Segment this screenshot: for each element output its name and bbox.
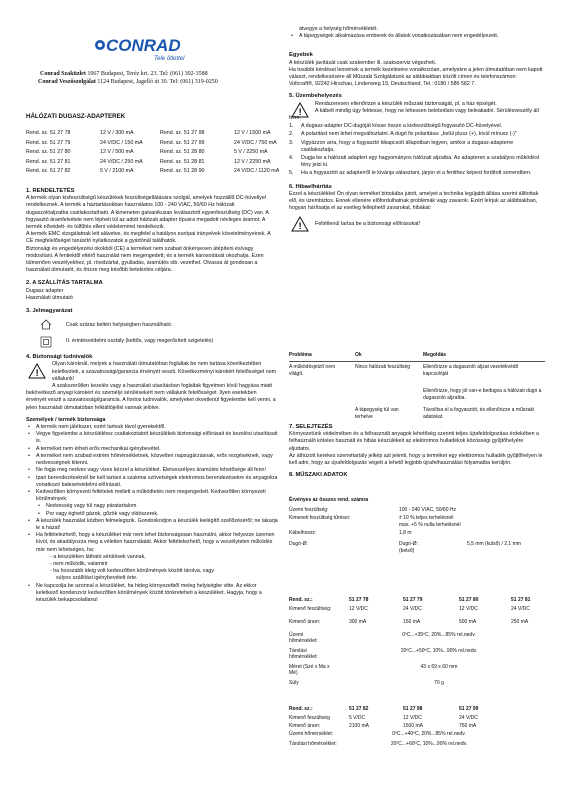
s3-legend-2: II. érintésvédelmi osztály (kettős, vagy megerősített szigetelés) xyxy=(66,338,214,345)
spec-label: Kábelhossz: xyxy=(289,529,317,536)
th-cause: Ok xyxy=(355,352,362,358)
safety-subbullet: • Por vagy éghető gázok, gőzök vagy oldószerek. xyxy=(26,511,278,518)
spec-value: 100 - 240 V/AC, 50/60 Hz xyxy=(399,507,456,513)
spec-row xyxy=(289,522,545,530)
logo-tagline: Tele ötlettel xyxy=(154,56,185,62)
s5-warn: Rendszeresen ellenőrizze a készülék műszaki biztonságát, pl. a ház épségét. xyxy=(315,100,497,107)
double-insulation-icon xyxy=(40,336,52,348)
logo-brand: CONRAD xyxy=(106,36,181,55)
model-rating: 24 V/DC / 750 mA xyxy=(234,139,277,146)
spec-value: 5,5 mm (külső) / 2,1 mm xyxy=(467,540,521,547)
spec-table-row xyxy=(289,731,545,741)
spec-value: 0ºC...+35ºC, 20%...85% rel.nedv. xyxy=(402,632,476,638)
th-problem: Probléma xyxy=(289,352,312,358)
safety-dash-item: - nem működik, valamint xyxy=(50,560,108,567)
model-number: Rend. sz. 51 27 82 xyxy=(26,168,71,174)
spec-value: 300 mA xyxy=(349,619,367,625)
spec-value: 250 mA xyxy=(511,619,529,625)
address-block: Conrad Szaküzlet 1067 Budapest, Teréz krt. 23. Tel: (061) 302-3588 Conrad Veszőszolgálat 1124 Budapest, Jagelló út 30. Tel: (061) 319-0250 xyxy=(38,71,218,85)
s7-text2: Az áthúzott kerekes szemétartály jelkép azt jelenti, hogy a terméket egy elektromos hulladék gyűjtőhelyen le kell adni, hogy az újrafeldolgozás végett a lehető legjobb újrafelhasználási folyamatba kerüljön. xyxy=(289,452,543,467)
model-rating: 24 V/DC / 1120 mA xyxy=(234,168,280,174)
step-text: A dugasz-adapter DC-dugóját kösse össze a kisfeszültségű fogyasztó DC-hüvelyével. xyxy=(301,123,503,130)
trouble-row xyxy=(289,364,545,386)
trouble-row xyxy=(289,407,545,425)
model-number: Rend. sz. 51 28 80 xyxy=(160,149,205,155)
document-title: HÁLÓZATI DUGASZ-ADAPTEREK xyxy=(26,113,126,120)
spec-row xyxy=(289,548,545,556)
spec-label: Tárolási hőmérséklet: xyxy=(289,648,318,661)
spec-label: Kimeneti feszültség tűrései: xyxy=(289,514,351,521)
step-number: 4. xyxy=(289,155,294,162)
model-number: Rend. sz. 51 28 81 xyxy=(160,158,205,165)
s3-legend-1: Csak száraz beltéri helyiségben használható. xyxy=(66,322,173,329)
spec-value: 500 mA xyxy=(459,619,477,625)
section-5-title: 5. Üzembehelyezés xyxy=(289,93,342,100)
safety-bullet: • Vegye figyelembe a készülékhez csatlakoztatott készülékek biztonsági előírásait és kezelési utasításait is. xyxy=(26,431,278,445)
spec-value: 24 V/DC xyxy=(459,715,478,721)
spec-value: 0ºC...+40ºC, 20%...85% rel.nedv. xyxy=(392,731,466,737)
spec-head-cell: 51 27 98 xyxy=(403,706,423,712)
trouble-problem: A működésjelző nem világít. xyxy=(289,364,336,377)
safety-bullet: • A terméket nem szabad extrém hőmérsékletnek, közvetlen napsugárzásnak, erős rezgéseknek, vagy nedvességnek kitenni. xyxy=(26,453,278,467)
spec-value: 12 V/DC xyxy=(403,715,422,721)
spec-head-cell: 51 27 99 xyxy=(459,706,479,712)
spec-label: Tárolási hőmérséklet: xyxy=(289,741,337,747)
model-number: Rend. sz. 51 27 98 xyxy=(160,130,205,136)
spec-label: Üzemi feszültség: xyxy=(289,507,329,513)
safety-bullet: • A készülék használat közben felmelegszik. Gondoskodjon a készülék kielégítő szellőzéséről; ne takarja le a házat! xyxy=(26,518,278,532)
s6-text: Ezzel a készülékkel Ön olyan terméket birtokába jutott, amelyet a technika legújabb állása szerint állítottak elő, és üzembiztos. Ennek ellenére előfordulhatnak problémák vagy zavarok. Ezért leírjuk az alábbiakban, hogyan hárítsatja el az esetleg felléphető zavarokat, hibákat: xyxy=(289,190,539,212)
s2-item: Használati útmutató xyxy=(26,294,73,301)
spec-value: 750 mA xyxy=(459,723,477,729)
spec-head-cell: 51 27 79 xyxy=(403,597,423,603)
step-text: Ha a fogyasztót az adapterről le kívánja választani, járjon el a fentihez képest fordított sorrendben. xyxy=(301,170,532,177)
spec-head-cell: 51 27 82 xyxy=(349,706,369,712)
spec-row xyxy=(289,507,545,515)
spec-head-cell: 51 27 78 xyxy=(349,597,369,603)
model-rating: 24 V/DC / 150 mA xyxy=(100,139,143,146)
model-number: Rend. sz. 51 27 79 xyxy=(26,139,71,146)
spec-value: 20ºC...+50ºC, 10%...90% rel.nedv. xyxy=(400,648,478,654)
spec-value: 24 V/DC xyxy=(403,606,422,612)
s7-text: Környezetünk védelmében és a felhasznált anyagok lehetőség szerinti teljes újrafeldolgozása érdekében a felhasználó köteles használt és hibás készülékeit az elektromos hulladékok közösségi gyűjtőhelyére eljuttatni. xyxy=(289,431,539,452)
model-rating: 5 V / 2100 mA xyxy=(100,168,134,174)
spec-label: Üzemi hőmérséklet: xyxy=(289,731,334,737)
step-item xyxy=(289,140,545,154)
spec-value: max. +5 % nulla terhelésnél xyxy=(399,522,461,529)
r-continued: átvegye a helység hőmérsékletét. xyxy=(299,26,378,32)
spec-table-head xyxy=(289,706,545,715)
right-column-lower xyxy=(289,424,545,479)
spec-value: 43 x 69 x 60 mm xyxy=(420,664,458,670)
spec-value: (belső) xyxy=(399,548,415,555)
svg-text:!: ! xyxy=(298,106,302,117)
s6-note: Feltétlenül tartsa be a biztonsági előírásokat! xyxy=(315,221,421,228)
spec-value: ± 10 % teljes terhelésnél xyxy=(399,514,454,521)
model-rating: 5 V / 2250 mA xyxy=(234,149,268,155)
step-item xyxy=(289,123,545,130)
model-rating: 12 V / 500 mA xyxy=(100,149,134,155)
safety-dash-item: súlyos szállítási igénybevételt érte. xyxy=(56,575,138,582)
model-row xyxy=(26,159,294,169)
section-6-title: 6. Hibaelhárítás xyxy=(289,183,332,190)
model-row xyxy=(26,149,294,159)
spec-table-head xyxy=(289,597,545,606)
spec-value: 2100 mA xyxy=(349,723,370,729)
spec-table-1 xyxy=(289,597,545,690)
s4-intro2: A szakszerűtlen kezelés vagy a használati utasításban foglaltak figyelmen kívül hagyása miatt bekövetkező anyagi károkért és személyi sérülésekért nem vállalunk felelősséget. Ilyen esetekben érvényét veszti a szavatossági/garancia. A fontos tudnivalók, amelyeket okvetlenül figyelembe kell venni, a jelen használati útmutatóban felkiáltójellel vannak jelölve. xyxy=(26,383,276,411)
warning-triangle-icon xyxy=(291,216,309,232)
trouble-row xyxy=(289,388,545,405)
spec-value: 1,8 m xyxy=(399,529,412,536)
spec-table-row xyxy=(289,715,545,723)
th-solution: Megoldás xyxy=(423,352,447,358)
trouble-cause: Nincs hálózati feszültség xyxy=(355,364,411,370)
warning-triangle-icon xyxy=(28,363,46,379)
spec-table-row xyxy=(289,606,545,619)
s1-text3: Biztonsági és engedélyezési okokból (CE) a terméket nem szabad önkényesen átépíteni és/vagy módosítani. A fentiektől eltérő használat nem megengedett; és a termék károsodását okozhatja. Ezen túlmenően veszélyekhez, pl. rövidzárlat, gyulladás, áramütés stb. vezethet. Olvassa át gondosan a használati útmutatót, és őrizze meg később betekintés céljára. xyxy=(26,245,264,274)
s4-intro: Olyan károknál, melyek a használati útmutatóban foglaltak be nem tartása következtében keletkeztek, a szavatossági/garancia érvényét veszti. Következményi károkért felelősséget nem vállalunk! xyxy=(52,361,277,382)
other-title: Egyebek xyxy=(289,52,313,59)
section-2-title: 2. A SZÁLLÍTÁS TARTALMA xyxy=(26,280,103,287)
spec-value: 150 mA xyxy=(403,619,421,625)
model-rating: 12 V / 1500 mA xyxy=(234,130,271,136)
trouble-cause: A tápegység túl van terhelve xyxy=(355,407,399,420)
s2-item: Dugasz adapter xyxy=(26,287,64,294)
spec-head-cell: Rend. sz.: xyxy=(289,706,313,712)
spec-row xyxy=(289,530,545,540)
step-item xyxy=(289,155,545,169)
step-text: Vigyázzon arra, hogy a fogyasztó kikapcsolt állapotban legyen, amikor a dugasz-adapterre csatlakoztatja. xyxy=(301,139,514,153)
model-rating: 12 V / 2250 mA xyxy=(234,158,271,165)
safety-bullet: • Kedvezőtlen környezeti feltételek mellett a működtetés nem megengedett. Kedvezőtlen környezeti körülmények: xyxy=(26,489,278,503)
spec-table-row xyxy=(289,648,545,664)
step-text: Dugja be a hálózati adaptert egy hagyományos hálózati aljzatba. Az adapteren a szabályos működést fény jelzi ki. xyxy=(301,155,540,169)
section-1-title: 1. RENDELTETÉS xyxy=(26,188,75,194)
s1-text2: A termék EMC vizsgálatnak lett alávetve, és megfelel a hatályos európai irányelvek követelményeinek. A CE megfelelőséget tanúsító nyilatkozatok a gyártónál találhatók. xyxy=(26,231,271,245)
spec-row xyxy=(289,541,545,549)
spec-row xyxy=(289,515,545,523)
trouble-solution: Távolítsa el a fogyasztót, és ellenőrizze a műszaki adatokat. xyxy=(423,407,535,420)
spec-value: Dugó-Ø: xyxy=(399,540,418,547)
spec-label: Kimenő feszültség: xyxy=(289,606,332,612)
section-4-title: 4. Biztonsági tudnivalók xyxy=(26,354,93,361)
safety-bullet: • A termék nem játékszer, ezért tartsuk távol gyerekektől. xyxy=(26,424,278,431)
model-row xyxy=(26,168,294,178)
safety-bullet: • Ipari berendezéseknél be kell tartani a szakmai szövetségek elektromos berendezésekre és anyagokra vonatkozó balesetvédelmi előírásait. xyxy=(26,475,278,489)
spec-table-row xyxy=(289,632,545,648)
spec-value: 20ºC...+60ºC, 10%...90% rel.nedv. xyxy=(390,741,468,747)
model-row xyxy=(26,140,294,150)
spec-value: 1500 mA xyxy=(403,723,424,729)
spec-label: Kimenő feszültség xyxy=(289,715,330,721)
left-column xyxy=(26,188,278,604)
section-3-title: 3. Jelmagyarázat xyxy=(26,308,73,315)
spec-table-row xyxy=(289,741,545,751)
spec-label: Dugó-Ø: xyxy=(289,540,308,547)
model-number: Rend. sz. 51 27 99 xyxy=(160,139,205,146)
right-column xyxy=(289,26,545,236)
spec-label: Súly xyxy=(289,680,299,686)
step-number: 2. xyxy=(289,131,294,138)
step-number: 1. xyxy=(289,123,294,130)
section-8-title: 8. MŰSZAKI ADATOK xyxy=(289,472,348,479)
model-table xyxy=(26,130,294,178)
s1-text: A termék olyan kisfeszültségű készülékek feszültségellátására szolgál, amelyek hozzáillő DC-hüvellyel rendelkeznek. A termék a háztartásokban használatos 100 - 240 V/AC, 50/60 Hz hálózati dugaszolóaljzatba csatlakoztatható. A kimeneten galvanikusan leválasztott egyenfeszültség (DC) van. A fogyasztó áramfelvétele nem lépheti túl az adott hálózati adapter típusra megadott névleges áramot. A termék nővédett- és túlfűtés elleni védelemmel rendelkezik. xyxy=(26,195,269,231)
other-text2: Ha további kérdései lennének a termék kezelésére vonatkozóan, amelyekre a jelen útmutatóban nem kapott választ, rendelkezésére áll Műszaki Szolgálatunk az alábbiakban közölt címen és telefonszámon: xyxy=(289,66,543,81)
model-rating: 24 V/DC / 250 mA xyxy=(100,158,143,165)
house-icon xyxy=(40,319,52,330)
general-spec xyxy=(289,497,545,556)
safety-dash-item: - ha hosszabb ideig volt kedvezőtlen körülmények között tárolva, vagy xyxy=(50,568,214,575)
step-item xyxy=(289,131,545,138)
spec-head-cell: 51 27 81 xyxy=(511,597,531,603)
step-number: 3. xyxy=(289,139,294,146)
model-rating: 12 V / 300 mA xyxy=(100,130,134,136)
spec-value: 24 V/DC xyxy=(511,606,530,612)
step-number: 5. xyxy=(289,170,294,177)
spec-table-row xyxy=(289,680,545,690)
spec-label: Kimenő áram: xyxy=(289,723,321,729)
section-7-title: 7. SELEJTEZÉS xyxy=(289,424,333,430)
safety-subbullet: • Nedvesség vagy túl nagy páratartalom xyxy=(26,503,278,510)
spec-head-cell: 51 27 80 xyxy=(459,597,479,603)
spec-value: 12 V/DC xyxy=(459,606,478,612)
model-number: Rend. sz. 51 27 80 xyxy=(26,149,71,155)
spec-label: Érvényes az összes rend. számra xyxy=(289,497,369,503)
model-number: Rend. sz. 51 27 81 xyxy=(26,158,71,165)
warning-triangle-icon xyxy=(291,102,309,118)
spec-value: 12 V/DC xyxy=(349,606,368,612)
conrad-logo-mark xyxy=(92,30,208,66)
conrad-logo xyxy=(92,30,208,66)
r-bullet: • A tápegységek alkalmazása emberek és állatok vonatkozásában nem engedélyezett. xyxy=(289,33,545,40)
model-row xyxy=(26,130,294,140)
model-number: Rend. sz. 51 27 78 xyxy=(26,130,71,136)
other-text3: Voltcraft®, 92242 Hirschau, Lindenweg 15, Deutschland, Tel.: 0180 / 586 582 7. xyxy=(289,81,476,88)
spec-value: 70 g xyxy=(434,680,444,686)
spec-head-cell: Rend. sz.: xyxy=(289,597,313,603)
spec-table-row xyxy=(289,619,545,632)
spec-label: Kimenő áram: xyxy=(289,619,321,625)
spec-row xyxy=(289,497,545,507)
step-item xyxy=(289,170,545,177)
safety-bullet: • Ne kapcsolja be azonnal a készüléket, ha hideg környezetből meleg helyiségbe vitte. Az ekkor keletkező kondenzvíz kedvezőtlen körülmények között tönkreteheti a készüléket. Hagyja, hogy a készülék bekapcsolatlanul xyxy=(26,583,278,605)
trouble-solution: Ellenőrizze a dugaszoló aljzat vezetékvédő kapcsolóját xyxy=(423,364,519,377)
s5-warn2: A kábelt mindig úgy fektesse, hogy ne lehessen belebotlani vagy beleakadni. Sérülésveszély áll fenn. xyxy=(289,107,539,122)
svg-text:!: ! xyxy=(35,368,39,379)
svg-text:!: ! xyxy=(298,221,302,232)
trouble-solution: Ellenőrizze, hogy jól van-e bedugva a hálózati dugó a dugaszoló aljzatba. xyxy=(423,388,542,401)
safety-bullet: • Ne fogja meg nedves vagy vizes kézzel a készüléket. Életveszélyes áramütés lehetősége áll fenn! xyxy=(26,467,278,474)
safety-bullet: • Ha feltételezhető, hogy a készüléket már nem lehet biztonságosan használni, akkor helyezze üzemen kívül, és akadályozza meg a véletlen használatát. Akkor feltételezhető, hogy a veszélytelen működés már nem lehetséges, ha: xyxy=(26,532,278,554)
step-text: A polaritást nem lehet megváltoztatni. A dugó fix polaritása: „belül plusz (+), kívül mínusz (-)” xyxy=(301,131,517,138)
troubleshooting-table xyxy=(289,352,545,425)
spec-table-row xyxy=(289,723,545,731)
other-text: A készülék javítását csak szakember ill. szakszerviz végezheti. xyxy=(289,59,437,66)
spec-table-2 xyxy=(289,706,545,751)
s4-subhead: Személyek / termék biztonsága xyxy=(26,416,106,423)
spec-label: Méret (Szé x Ma x Mé) xyxy=(289,664,330,677)
safety-dash-item: - a készüléken látható sérülések vannak, xyxy=(50,553,146,560)
spec-label: Üzemi hőmérséklet: xyxy=(289,632,318,645)
safety-bullet: • A terméket nem érheti erős mechanikai igénybevétel. xyxy=(26,446,278,453)
model-number: Rend. sz. 51 28 90 xyxy=(160,168,205,174)
spec-table-row xyxy=(289,664,545,680)
spec-value: 5 V/DC xyxy=(349,715,366,721)
